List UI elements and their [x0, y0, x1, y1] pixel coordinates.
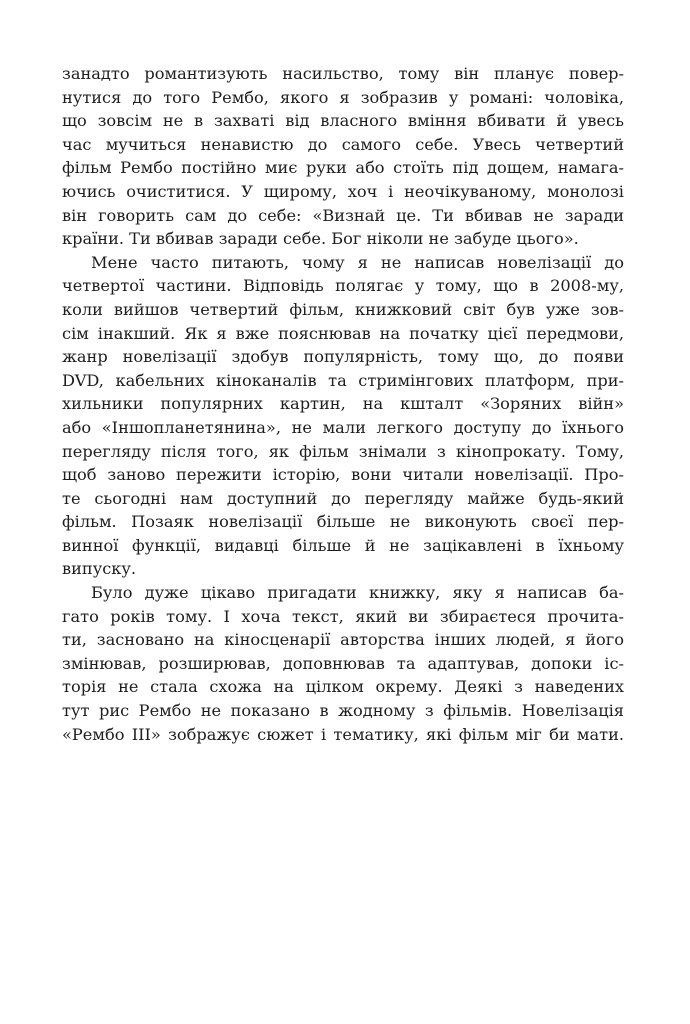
- text-line: «Рембо ІІІ» зображує сюжет і тематику, які фільм міг би мати.: [62, 724, 624, 744]
- text-line: те сьогодні нам доступний до перегляду майже будь-який: [62, 488, 624, 508]
- text-line: гато років тому. І хоча текст, який ви збираєтеся прочита-: [62, 606, 624, 626]
- text-line: фільм. Позаяк новелізації більше не виконують своєї пер-: [62, 512, 624, 532]
- text-line: він говорить сам до себе: «Визнай це. Ти вбивав не заради: [62, 205, 624, 225]
- text-line: перегляду після того, як фільм знімали з кінопрокату. Тому,: [62, 441, 624, 461]
- text-line: або «Іншопланетянина», не мали легкого доступу до їхнього: [62, 417, 624, 437]
- text-line: Мене часто питають, чому я не написав новелізації до: [91, 252, 624, 272]
- text-line: фільм Рембо постійно миє руки або стоїть під дощем, намага-: [62, 158, 624, 178]
- paragraph-3: [62, 581, 624, 746]
- text-line: випуску.: [62, 559, 137, 579]
- text-line: Було дуже цікаво пригадати книжку, яку я написав ба-: [91, 583, 624, 603]
- text-line: DVD, кабельних кіноканалів та стримінгових платформ, при-: [62, 370, 624, 390]
- text-line: щоб заново пережити історію, вони читали новелізації. Про-: [62, 465, 624, 485]
- text-line: торія не стала схожа на цілком окрему. Деякі з наведених: [62, 677, 624, 697]
- text-line: хильники популярних картин, на кшталт «Зоряних війн»: [62, 394, 624, 414]
- text-line: винної функції, видавці більше й не зацікавлені в їхньому: [62, 535, 624, 555]
- text-line: ючись очиститися. У щирому, хоч і неочікуваному, монолозі: [62, 181, 624, 201]
- text-line: час мучиться ненавистю до самого себе. Увесь четвертий: [62, 134, 624, 154]
- paragraph-2: [62, 251, 624, 581]
- text-line: четвертої частини. Відповідь полягає у тому, що в 2008-му,: [62, 276, 624, 296]
- text-line: тут рис Рембо не показано в жодному з фільмів. Новелізація: [62, 701, 624, 721]
- page-body: [62, 62, 624, 746]
- text-line: жанр новелізації здобув популярність, тому що, до появи: [62, 347, 624, 367]
- text-line: нутися до того Рембо, якого я зобразив у романі: чоловіка,: [62, 87, 624, 107]
- text-line: країни. Ти вбивав заради себе. Бог ніколи не забуде цього».: [62, 229, 579, 249]
- text-line: що зовсім не в захваті від власного вміння вбивати й увесь: [62, 111, 624, 131]
- paragraph-1: [62, 62, 624, 251]
- text-line: ти, засновано на кіносценарії авторства інших людей, я його: [62, 630, 624, 650]
- text-line: змінював, розширював, доповнював та адаптував, допоки іс-: [62, 653, 624, 673]
- text-line: занадто романтизують насильство, тому він планує повер-: [62, 64, 624, 83]
- text-line: коли вийшов четвертий фільм, книжковий світ був уже зов-: [62, 299, 624, 319]
- text-line: сім інакший. Як я вже пояснював на початку цієї передмови,: [62, 323, 624, 343]
